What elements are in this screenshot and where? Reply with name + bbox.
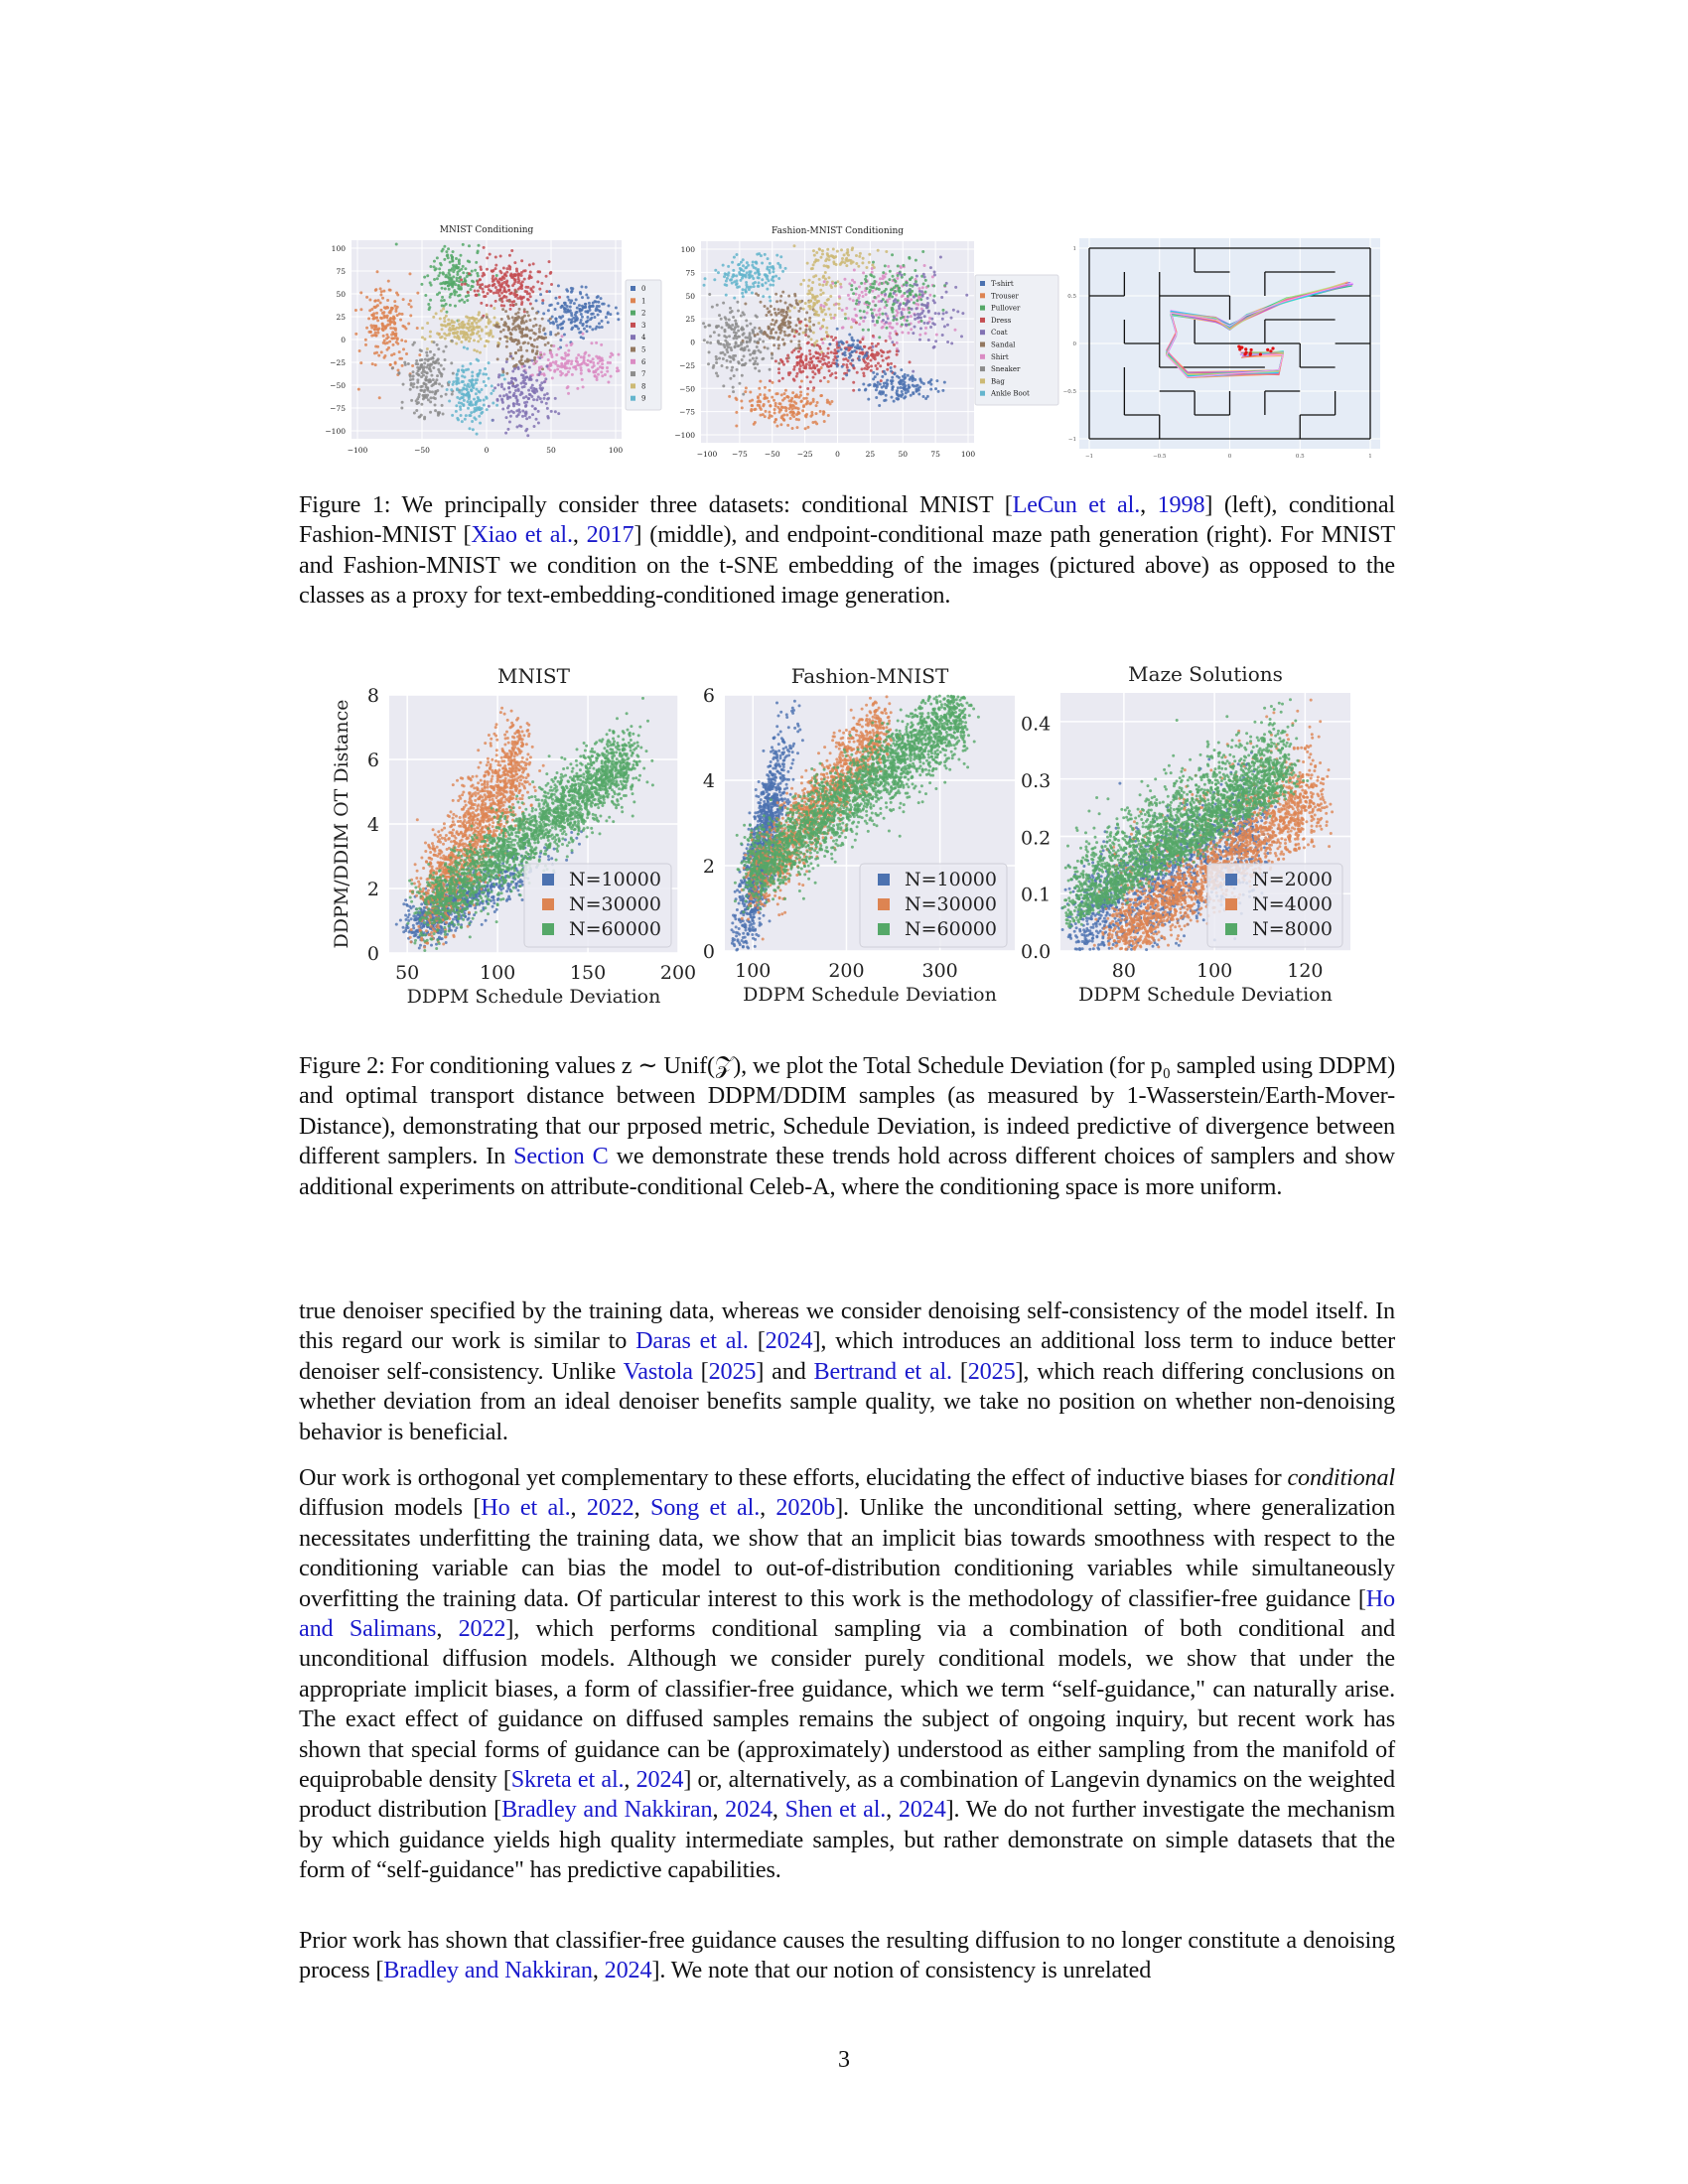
svg-text:75: 75 xyxy=(685,268,695,278)
svg-text:5: 5 xyxy=(641,345,646,354)
svg-text:−75: −75 xyxy=(330,404,346,413)
svg-text:DDPM Schedule Deviation: DDPM Schedule Deviation xyxy=(406,986,661,1008)
svg-text:−25: −25 xyxy=(330,358,346,367)
figure1-fashion-tsne xyxy=(665,213,1062,462)
citation-link[interactable]: 2022 xyxy=(458,1615,506,1643)
svg-text:150: 150 xyxy=(569,962,607,984)
svg-text:100: 100 xyxy=(608,446,624,455)
svg-text:2: 2 xyxy=(641,309,646,318)
mnist-ot-scatter xyxy=(328,655,705,1013)
svg-text:Trouser: Trouser xyxy=(991,292,1019,301)
svg-text:50: 50 xyxy=(685,291,695,301)
svg-text:0: 0 xyxy=(484,446,490,455)
svg-text:100: 100 xyxy=(960,450,976,459)
maze-plot xyxy=(1057,233,1395,462)
svg-text:−50: −50 xyxy=(414,446,430,455)
citation-link[interactable]: Ho et al. xyxy=(481,1494,571,1522)
svg-text:DDPM/DDIM OT Distance: DDPM/DDIM OT Distance xyxy=(331,699,352,949)
caption-label: Figure 1: xyxy=(299,491,391,518)
svg-text:Dress: Dress xyxy=(991,316,1012,325)
svg-text:1: 1 xyxy=(1072,246,1076,252)
svg-text:Sandal: Sandal xyxy=(991,341,1016,349)
page-number: 3 xyxy=(838,2047,850,2073)
svg-text:Pullover: Pullover xyxy=(991,304,1021,313)
maze-ot-scatter xyxy=(1013,655,1390,1013)
svg-text:8: 8 xyxy=(366,685,379,707)
svg-text:50: 50 xyxy=(546,446,556,455)
citation-link[interactable]: Shen et al. xyxy=(784,1796,887,1824)
svg-text:6: 6 xyxy=(641,357,646,366)
svg-text:0.5: 0.5 xyxy=(1295,454,1305,460)
svg-text:25: 25 xyxy=(865,450,876,459)
citation-link[interactable]: 2024 xyxy=(604,1957,652,1984)
citation-link[interactable]: Bradley and Nakkiran xyxy=(501,1796,713,1824)
figure1-caption: Figure 1: We principally consider three datasets: conditional MNIST [LeCun et al., 1998] (left), conditional Fashion-MNIST [Xiao et al., 2017] (middle), and endpoint-conditional maze path generation (right). For MNIST and Fashion-MNIST we condition on the t-SNE embedding of the images (pictured above) as opposed to the classes as a proxy for text-embedding-conditioned image generation. xyxy=(299,491,1395,610)
svg-text:−1: −1 xyxy=(1067,437,1076,443)
svg-text:4: 4 xyxy=(641,334,646,342)
svg-text:MNIST: MNIST xyxy=(497,664,570,688)
svg-text:25: 25 xyxy=(336,313,346,322)
citation-link[interactable]: Ho and Salimans xyxy=(299,1584,1395,1643)
svg-text:−100: −100 xyxy=(696,450,718,459)
citation-link[interactable]: 2025 xyxy=(708,1357,757,1385)
svg-text:−25: −25 xyxy=(679,360,695,370)
svg-text:0: 0 xyxy=(366,943,379,965)
mnist-tsne-plot xyxy=(298,208,665,457)
svg-text:3: 3 xyxy=(641,321,646,330)
svg-text:50: 50 xyxy=(336,290,346,299)
citation-link[interactable]: Bradley and Nakkiran xyxy=(383,1957,593,1984)
caption-label: Figure 2: xyxy=(299,1052,385,1079)
svg-text:−0.5: −0.5 xyxy=(1062,389,1076,395)
citation-link[interactable]: 2024 xyxy=(725,1796,773,1824)
citation-link[interactable]: 2024 xyxy=(765,1327,813,1355)
citation-link[interactable]: Skreta et al. xyxy=(510,1766,625,1794)
citation-link[interactable]: Xiao et al. xyxy=(471,521,573,549)
svg-text:0: 0 xyxy=(835,450,840,459)
body-paragraph-2: Our work is orthogonal yet complementary to these efforts, elucidating the effect of inductive biases for conditional diffusion models [Ho et al., 2022, Song et al., 2020b]. Unlike the unconditional setting, where generalization necessitates underfitting the training data, we show that an implicit bias towards smoothness with respect to the conditioning variable can bias the model to out-of-distribution conditioning variables while simultaneously overfitting the training data. Of particular interest to this work is the methodology of classifier-free guidance [Ho and Salimans, 2022], which performs conditional sampling via a combination of both conditional and unconditional diffusion models. Although we consider purely conditional models, we show that under the appropriate implicit biases, a form of classifier-free guidance, which we term “self-guidance," can naturally arise. The exact effect of guidance on diffused samples remains the subject of ongoing inquiry, but recent work has shown that special forms of guidance can be (approximately) understood as either sampling from the manifold of equiprobable density [Skreta et al., 2024] or, alternatively, as a combination of Langevin dynamics on the weighted product distribution [Bradley and Nakkiran, 2024, Shen et al., 2024]. We do not further investigate the mechanism by which guidance yields high quality intermediate samples, but rather demonstrate on simple datasets that the form of “self-guidance" has predictive capabilities. xyxy=(299,1464,1396,1884)
svg-text:0: 0 xyxy=(1072,341,1076,347)
svg-text:−100: −100 xyxy=(347,446,368,455)
svg-text:MNIST Conditioning: MNIST Conditioning xyxy=(439,225,534,235)
citation-link[interactable]: 2024 xyxy=(635,1766,684,1794)
figure1-mnist-tsne xyxy=(298,208,665,457)
svg-text:50: 50 xyxy=(898,450,909,459)
svg-text:50: 50 xyxy=(395,962,420,984)
svg-text:6: 6 xyxy=(366,750,379,771)
svg-text:200: 200 xyxy=(659,962,697,984)
svg-text:7: 7 xyxy=(641,370,646,379)
figure2-maze-scatter xyxy=(1013,655,1390,1013)
svg-text:−50: −50 xyxy=(764,450,780,459)
citation-link[interactable]: 1998 xyxy=(1157,491,1205,518)
body-paragraph-3: Prior work has shown that classifier-free guidance causes the resulting diffusion to no longer constitute a denoising process [Bradley and Nakkiran, 2024]. We note that our notion of consistency is unrelated xyxy=(299,1927,1395,1984)
svg-text:−25: −25 xyxy=(796,450,813,459)
figure2-caption: Figure 2: For conditioning values z ∼ Unif(𝒵), we plot the Total Schedule Deviation (for p₀ sampled using DDPM) and optimal transport distance between DDPM/DDIM samples (as measured by 1-Wasserstein/Earth-Mover-Distance), demonstrating that our prposed metric, Schedule Deviation, is indeed predictive of divergence between different samplers. In Section C we demonstrate these trends hold across different choices of samplers and show additional experiments on attribute-conditional Celeb-A, where the conditioning space is more uniform. xyxy=(299,1052,1395,1200)
svg-text:25: 25 xyxy=(685,315,695,325)
svg-text:T-shirt: T-shirt xyxy=(991,280,1014,288)
citation-link[interactable]: 2022 xyxy=(586,1494,634,1522)
citation-link[interactable]: Song et al. xyxy=(649,1494,761,1522)
svg-text:9: 9 xyxy=(641,394,646,403)
svg-text:Ankle Boot: Ankle Boot xyxy=(991,389,1030,398)
svg-text:1: 1 xyxy=(1368,454,1372,460)
svg-text:75: 75 xyxy=(336,267,346,276)
citation-link[interactable]: LeCun et al. xyxy=(1012,491,1141,518)
svg-text:0: 0 xyxy=(641,285,646,293)
citation-link[interactable]: Daras et al. xyxy=(635,1327,749,1355)
citation-link[interactable]: 2017 xyxy=(586,521,634,549)
svg-text:100: 100 xyxy=(479,962,516,984)
svg-text:4: 4 xyxy=(366,814,379,836)
body-paragraph-1: true denoiser specified by the training data, whereas we consider denoising self-consistency of the model itself. In this regard our work is similar to Daras et al. [2024], which introduces an additional loss term to induce better denoiser self-consistency. Unlike Vastola [2025] and Bertrand et al. [2025], which reach differing conclusions on whether deviation from an ideal denoiser benefits sample quality, we take no position on whether non-denoising behavior is beneficial. xyxy=(299,1297,1395,1445)
svg-text:100: 100 xyxy=(331,244,346,253)
svg-text:Fashion-MNIST Conditioning: Fashion-MNIST Conditioning xyxy=(771,226,905,236)
citation-link[interactable]: Vastola xyxy=(623,1357,693,1385)
citation-link[interactable]: Section C xyxy=(513,1143,609,1170)
fashion-ot-scatter xyxy=(685,655,1062,1013)
svg-text:−1: −1 xyxy=(1084,454,1094,460)
svg-text:0: 0 xyxy=(341,336,346,344)
figure2-mnist-scatter xyxy=(328,655,705,1013)
svg-text:1: 1 xyxy=(641,297,646,306)
svg-text:2: 2 xyxy=(366,879,379,900)
svg-text:−0.5: −0.5 xyxy=(1153,454,1167,460)
citation-link[interactable]: 2020b xyxy=(775,1494,836,1522)
svg-text:75: 75 xyxy=(930,450,940,459)
citation-link[interactable]: 2025 xyxy=(967,1357,1016,1385)
figure2-fashion-scatter xyxy=(685,655,1062,1013)
svg-text:8: 8 xyxy=(641,382,646,391)
svg-text:100: 100 xyxy=(680,245,695,254)
svg-text:−75: −75 xyxy=(731,450,748,459)
svg-text:−100: −100 xyxy=(674,431,695,440)
svg-text:Shirt: Shirt xyxy=(991,352,1009,361)
citation-link[interactable]: 2024 xyxy=(898,1796,946,1824)
svg-text:Bag: Bag xyxy=(991,377,1005,386)
svg-text:−50: −50 xyxy=(679,384,695,394)
svg-text:0: 0 xyxy=(1227,454,1232,460)
svg-text:Coat: Coat xyxy=(991,329,1008,338)
fashion-tsne-plot xyxy=(665,213,1062,462)
svg-text:−100: −100 xyxy=(325,427,346,436)
svg-text:0.5: 0.5 xyxy=(1067,294,1076,300)
citation-link[interactable]: Bertrand et al. xyxy=(813,1357,952,1385)
svg-text:Sneaker: Sneaker xyxy=(991,365,1021,374)
svg-text:0: 0 xyxy=(690,338,695,347)
svg-text:−50: −50 xyxy=(330,381,346,390)
figure1-maze xyxy=(1057,233,1395,462)
svg-text:−75: −75 xyxy=(679,407,695,417)
